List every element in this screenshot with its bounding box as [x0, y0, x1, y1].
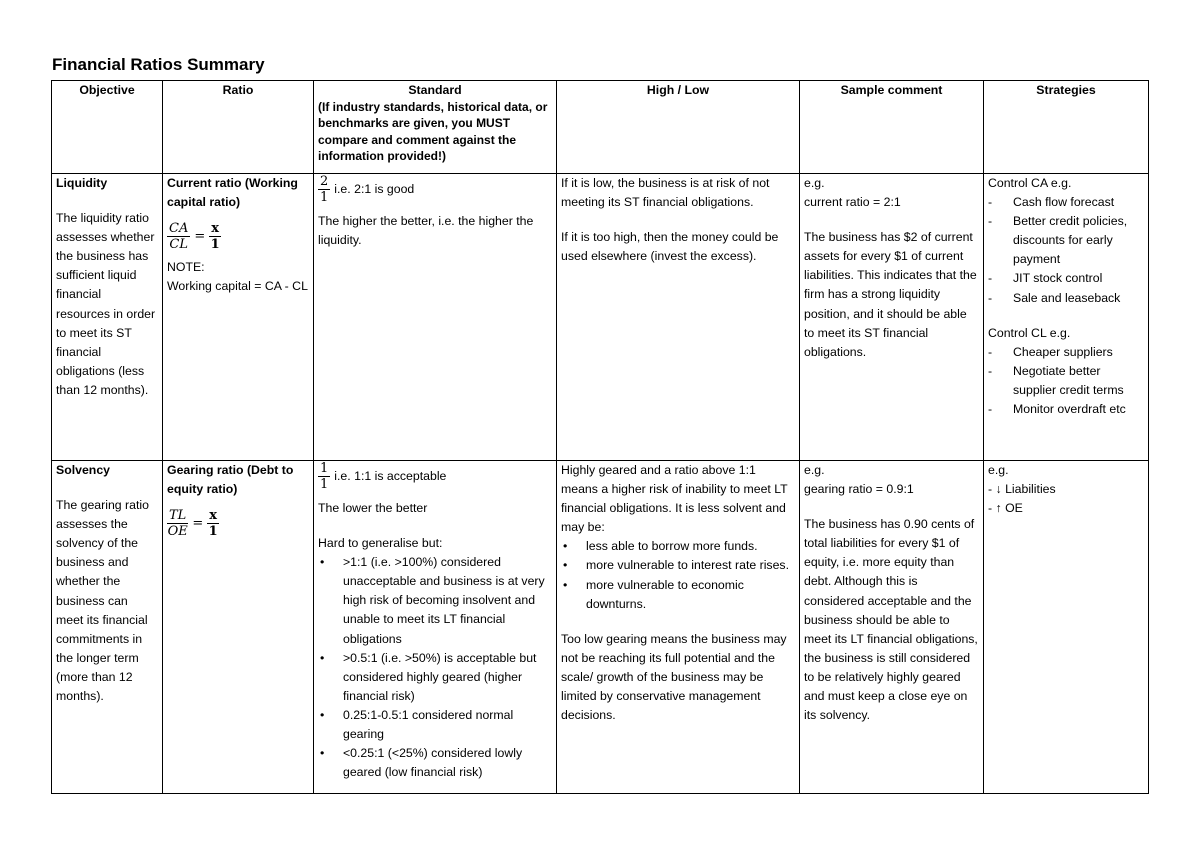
formula-denominator: OE	[167, 524, 188, 540]
liquidity-sample-eg: e.g.	[804, 176, 825, 190]
list-item: • <0.25:1 (<25%) considered lowly geared (low financial risk)	[318, 744, 552, 782]
solvency-row	[52, 461, 1149, 794]
list-item: - Better credit policies, discounts for early payment	[988, 212, 1144, 269]
formula-denominator: CL	[169, 237, 188, 253]
liquidity-ratio-name: Current ratio (Working capital ratio)	[167, 176, 298, 210]
header-ratio: Ratio	[163, 81, 314, 174]
liquidity-note-label: NOTE:	[167, 260, 205, 275]
liquidity-standard-text2: The higher the better, i.e. the higher the liquidity.	[318, 214, 534, 248]
header-standard-note: (If industry standards, historical data, or benchmarks are given, you MUST compare and comment against the information provided!)	[318, 99, 548, 163]
list-item: - Sale and leaseback	[988, 289, 1144, 308]
list-item: • more vulnerable to economic downturns.	[561, 576, 795, 614]
list-item: - Cheaper suppliers	[988, 343, 1144, 362]
header-high-low: High / Low	[557, 81, 800, 174]
list-item: • more vulnerable to interest rate rises.	[561, 556, 795, 575]
liquidity-note-text: Working capital = CA - CL	[167, 279, 308, 294]
down-arrow-liabilities: ↓ Liabilities	[995, 482, 1056, 497]
solvency-ratio-name: Gearing ratio (Debt to equity ratio)	[167, 463, 294, 497]
solvency-objective-title: Solvency	[56, 463, 110, 477]
liquidity-highlow-cell	[557, 174, 800, 461]
list-item: • 0.25:1-0.5:1 considered normal gearing	[318, 706, 552, 744]
solvency-sample-text: The business has 0.90 cents of total liabilities for every $1 of equity, i.e. more equity than debt. Although this is considered acceptable and the business should be able to meet its LT financial obligations, the business is still considered to be relatively highly geared and must keep a close eye on its solvency.	[804, 517, 978, 723]
strat-cl-label: Control CL e.g.	[988, 325, 1071, 340]
std-frac-num: 2	[320, 174, 329, 189]
ratios-table	[51, 80, 1149, 794]
liquidity-sample-text: The business has $2 of current assets for every $1 of current liabilities. This indicates that the firm has a strong liquidity position, and it should be able to meet its ST financial obligations.	[804, 230, 977, 359]
solvency-standard-ratio	[318, 461, 552, 492]
formula-one: 1	[210, 237, 220, 253]
header-standard	[314, 81, 557, 174]
strat-item-oe: - ↑ OE	[988, 501, 1023, 516]
liquidity-sample-cell	[800, 174, 984, 461]
formula-equals: =	[194, 229, 206, 245]
liquidity-standard-ratio	[318, 174, 552, 205]
std-frac-den: 1	[320, 477, 329, 492]
list-item: - Monitor overdraft etc	[988, 400, 1144, 419]
list-item: - Negotiate better supplier credit terms	[988, 362, 1144, 400]
std-frac-den: 1	[320, 190, 329, 205]
solvency-objective-text: The gearing ratio assesses the solvency of the business and whether the business can meet its financial commitments in the longer term (more than 12 months).	[56, 498, 149, 704]
formula-numerator: TL	[169, 508, 187, 524]
strat-ca-label: Control CA e.g.	[988, 176, 1072, 190]
solvency-highlow-text1: Highly geared and a ratio above 1:1 means a higher risk of inability to meet LT financial obligations. It is less solvent and may be:	[561, 463, 788, 535]
liquidity-strategies-cell	[984, 174, 1149, 461]
solvency-highlow-cell	[557, 461, 800, 794]
liquidity-formula	[167, 221, 309, 252]
strat-ca-list	[988, 193, 1144, 308]
liquidity-objective-title: Liquidity	[56, 176, 108, 190]
header-standard-label: Standard	[408, 83, 462, 97]
solvency-standard-cell	[314, 461, 557, 794]
solvency-ratio-cell	[163, 461, 314, 794]
liquidity-row	[52, 174, 1149, 461]
list-item: • >0.5:1 (i.e. >50%) is acceptable but considered highly geared (higher financial risk)	[318, 649, 552, 706]
solvency-strat-eg: e.g.	[988, 463, 1009, 477]
header-sample-comment: Sample comment	[800, 81, 984, 174]
list-item: • >1:1 (i.e. >100%) considered unacceptable and business is at very high risk of becoming insolvent and unable to meet its LT financial obligations	[318, 553, 552, 648]
liquidity-highlow-text1: If it is low, the business is at risk of not meeting its ST financial obligations.	[561, 176, 770, 210]
solvency-standard-text3: Hard to generalise but:	[318, 536, 443, 551]
liquidity-ratio-cell	[163, 174, 314, 461]
solvency-sample-ratio: gearing ratio = 0.9:1	[804, 482, 914, 497]
solvency-sample-cell	[800, 461, 984, 794]
solvency-highlow-text2: Too low gearing means the business may not be reaching its full potential and the scale/ growth of the business may be limited by conservative management decisions.	[561, 631, 787, 723]
liquidity-standard-cell	[314, 174, 557, 461]
liquidity-objective-cell	[52, 174, 163, 461]
header-row	[52, 81, 1149, 174]
header-strategies: Strategies	[984, 81, 1149, 174]
solvency-strategies-cell	[984, 461, 1149, 794]
solvency-highlow-list	[561, 537, 795, 613]
list-item: • less able to borrow more funds.	[561, 537, 795, 556]
std-frac-num: 1	[320, 461, 329, 476]
header-objective: Objective	[52, 81, 163, 174]
solvency-objective-cell	[52, 461, 163, 794]
strat-cl-list	[988, 343, 1144, 419]
strat-item-liabilities: - ↓ Liabilities	[988, 482, 1056, 497]
page-title: Financial Ratios Summary	[52, 55, 265, 74]
liquidity-standard-text: i.e. 2:1 is good	[334, 181, 415, 196]
solvency-standard-list	[318, 553, 552, 782]
list-item: - JIT stock control	[988, 269, 1144, 288]
solvency-sample-eg: e.g.	[804, 463, 825, 477]
up-arrow-oe: ↑ OE	[995, 501, 1023, 516]
solvency-formula	[167, 508, 309, 539]
liquidity-sample-ratio: current ratio = 2:1	[804, 195, 901, 210]
liquidity-objective-text: The liquidity ratio assesses whether the business has sufficient liquid financial resources in order to meet its ST financial obligations (less than 12 months).	[56, 211, 156, 397]
solvency-standard-text2: The lower the better	[318, 501, 428, 515]
formula-x: x	[209, 508, 217, 524]
formula-x: x	[211, 221, 220, 237]
solvency-standard-text: i.e. 1:1 is acceptable	[334, 468, 447, 483]
formula-numerator: CA	[169, 221, 189, 237]
formula-equals: =	[192, 516, 204, 532]
list-item: - Cash flow forecast	[988, 193, 1144, 212]
formula-one: 1	[208, 524, 218, 540]
liquidity-highlow-text2: If it is too high, then the money could be used elsewhere (invest the excess).	[561, 230, 779, 264]
